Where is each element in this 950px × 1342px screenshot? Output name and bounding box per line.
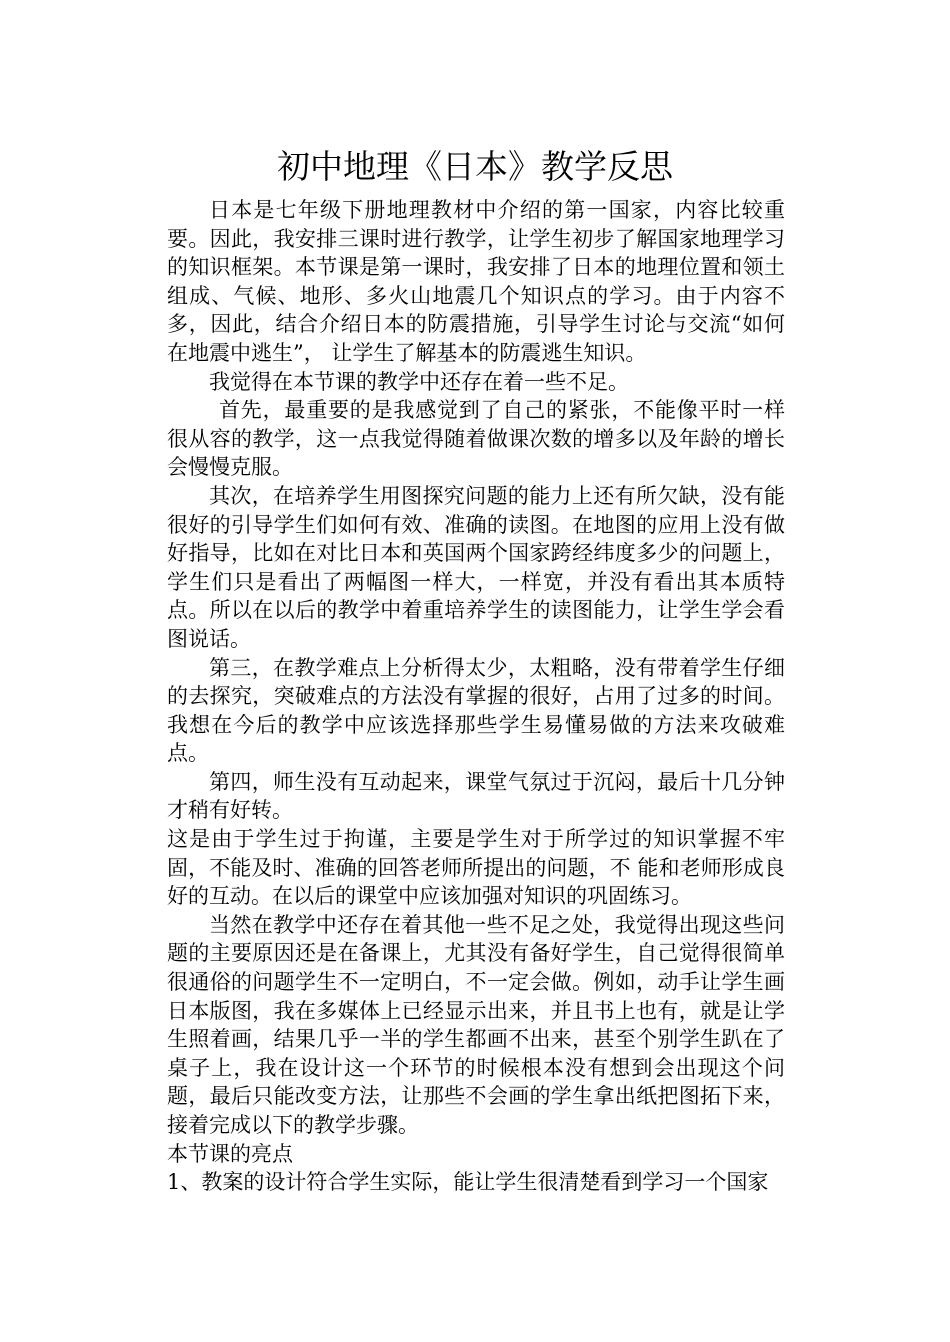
paragraph-other-issues: 当然在教学中还存在着其他一些不足之处，我觉得出现这些问题的主要原因还是在备课上，尤其没有备好学生，自己觉得很简单很通俗的问题学生不一定明白，不一定会做。例如，动手让学生画日本版图，我在多媒体上已经显示出来，并且书上也有，就是让学生照着画，结果几乎一半的学生都画不出来，甚至个别学生趴在了桌子上，我在设计这一个环节的时候根本没有想到会出现这个问题，最后只能改变方法，让那些不会画的学生拿出纸把图拓下来，接着完成以下的教学步骤。 [167,912,785,1137]
paragraph-third: 第三，在教学难点上分析得太少，太粗略，没有带着学生仔细的去探究，突破难点的方法没有掌握的很好，占用了过多的时间。我想在今后的教学中应该选择那些学生易懂易做的方法来攻破难点。 [167,655,785,766]
paragraph-shortcomings-intro: 我觉得在本节课的教学中还存在着一些不足。 [209,369,629,394]
section-heading-highlights: 本节课的亮点 [167,1141,293,1166]
paragraph-fourth: 第四，师生没有互动起来，课堂气氛过于沉闷，最后十几分钟才稍有好转。 [167,769,785,823]
highlight-item-1: 1、教案的设计符合学生实际，能让学生很清楚看到学习一个国家 [167,1170,769,1195]
paragraph-intro: 日本是七年级下册地理教材中介绍的第一国家，内容比较重要。因此，我安排三课时进行教学，让学生初步了解国家地理学习的知识框架。本节课是第一课时，我安排了日本的地理位置和领土组成、气候、地形、多火山地震几个知识点的学习。由于内容不多，因此，结合介绍日本的防震措施，引导学生讨论与交流“如何在地震中逃生”， 让学生了解基本的防震逃生知识。 [167,198,785,365]
paragraph-first: 首先，最重要的是我感觉到了自己的紧张，不能像平时一样很从容的教学，这一点我觉得随着做课次数的增多以及年龄的增长会慢慢克服。 [167,398,785,480]
document-body [167,196,785,1197]
document-title: 初中地理《日本》教学反思 [277,147,673,186]
paragraph-second: 其次，在培养学生用图探究问题的能力上还有所欠缺，没有能很好的引导学生们如何有效、准确的读图。在地图的应用上没有做好指导，比如在对比日本和英国两个国家跨经纬度多少的问题上，学生们只是看出了两幅图一样大，一样宽，并没有看出其本质特点。所以在以后的教学中着重培养学生的读图能力，让学生学会看图说话。 [167,483,785,651]
paragraph-reason: 这是由于学生过于拘谨，主要是学生对于所学过的知识掌握不牢固，不能及时、准确的回答老师所提出的问题，不 能和老师形成良好的互动。在以后的课堂中应该加强对知识的巩固练习。 [167,827,785,909]
